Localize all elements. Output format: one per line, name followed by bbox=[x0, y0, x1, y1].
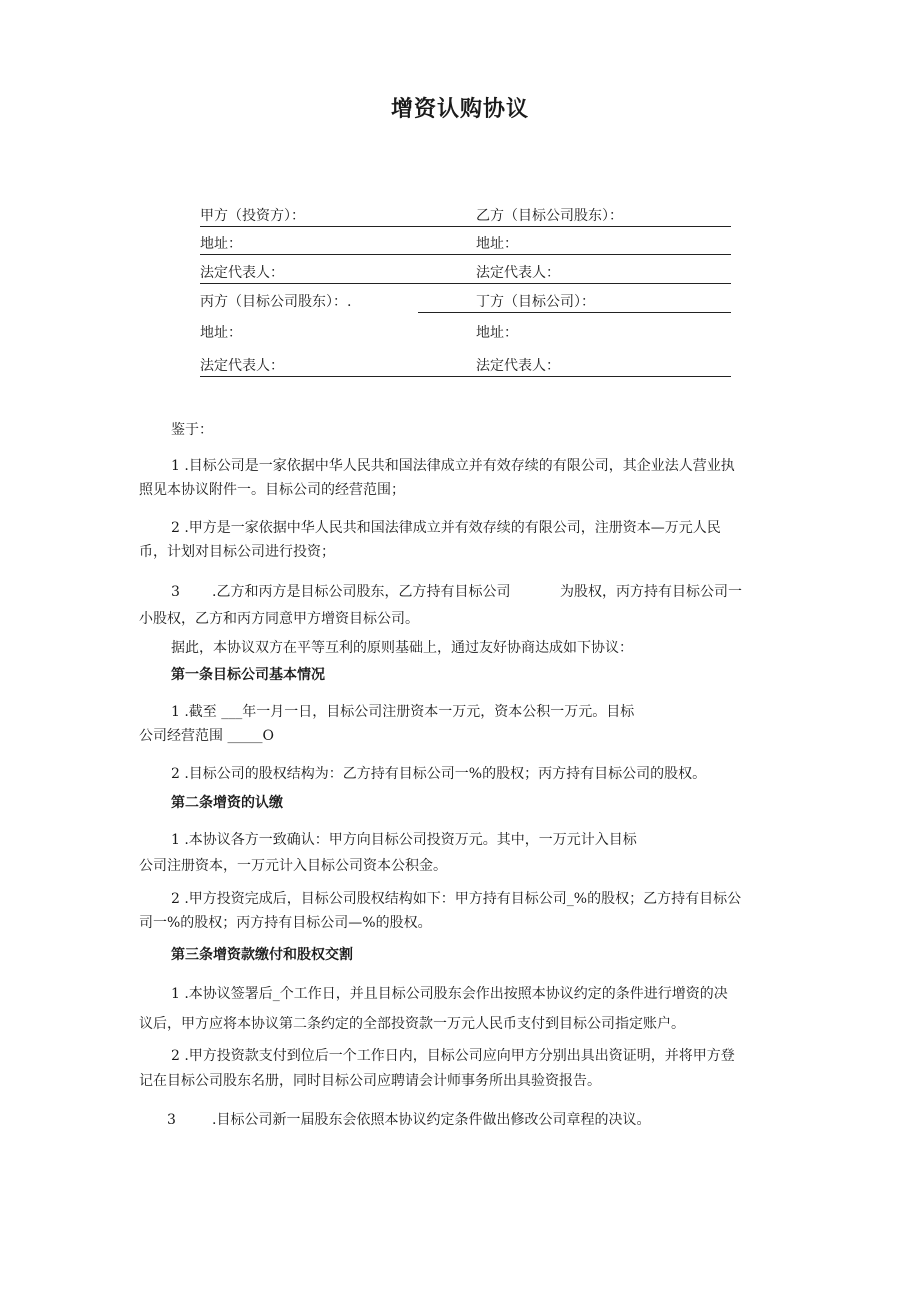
preamble-item-1-line-2: 照见本协议附件一。目标公司的经营范围； bbox=[139, 482, 405, 498]
divider-line bbox=[200, 376, 731, 377]
party-b-legal-rep: 法定代表人： bbox=[476, 265, 560, 281]
divider-line bbox=[200, 226, 731, 227]
article-3-clause-3-number: 3 bbox=[167, 1112, 176, 1128]
party-b-address: 地址： bbox=[476, 236, 518, 252]
article-2-clause-2-line-2: 司一%的股权；丙方持有目标公司—%的股权。 bbox=[139, 915, 432, 931]
article-1-clause-1-line-2: 公司经营范围 _____O bbox=[139, 728, 274, 744]
article-2-clause-1-line-1: 1 .本协议各方一致确认：甲方向目标公司投资万元。其中，一万元计入目标 bbox=[171, 832, 637, 848]
document-title: 增资认购协议 bbox=[390, 97, 529, 122]
article-3-clause-3-text: .目标公司新一届股东会依照本协议约定条件做出修改公司章程的决议。 bbox=[212, 1112, 651, 1128]
article-1-clause-2: 2 .目标公司的股权结构为：乙方持有目标公司一%的股权；丙方持有目标公司的股权。 bbox=[171, 766, 707, 782]
whereas-label: 鉴于： bbox=[171, 422, 213, 438]
preamble-item-3-line-1b: 为股权，丙方持有目标公司一 bbox=[560, 584, 742, 600]
article-3-clause-1-line-2: 议后，甲方应将本协议第二条约定的全部投资款一万元人民币支付到目标公司指定账户。 bbox=[139, 1016, 685, 1032]
divider-line bbox=[200, 254, 731, 255]
article-3-clause-2-line-2: 记在目标公司股东名册，同时目标公司应聘请会计师事务所出具验资报告。 bbox=[139, 1073, 601, 1089]
article-2-clause-2-line-1: 2 .甲方投资完成后，目标公司股权结构如下：甲方持有目标公司_%的股权；乙方持有目标公 bbox=[171, 891, 742, 907]
article-3-heading: 第三条增资款缴付和股权交割 bbox=[171, 947, 353, 963]
accordingly-paragraph: 据此，本协议双方在平等互利的原则基础上，通过友好协商达成如下协议： bbox=[171, 640, 633, 656]
party-d-address: 地址： bbox=[476, 325, 518, 341]
preamble-item-2-line-2: 币，计划对目标公司进行投资； bbox=[139, 544, 335, 560]
party-a-legal-rep: 法定代表人： bbox=[200, 265, 284, 281]
article-2-clause-1-line-2: 公司注册资本，一万元计入目标公司资本公积金。 bbox=[139, 858, 447, 874]
divider-line bbox=[418, 312, 731, 313]
preamble-item-3-line-1a: .乙方和丙方是目标公司股东，乙方持有目标公司 bbox=[212, 584, 511, 600]
party-c-address: 地址： bbox=[200, 325, 242, 341]
party-d-legal-rep: 法定代表人： bbox=[476, 358, 560, 374]
party-c-legal-rep: 法定代表人： bbox=[200, 358, 284, 374]
article-3-clause-2-line-1: 2 .甲方投资款支付到位后一个工作日内，目标公司应向甲方分别出具出资证明，并将甲方登 bbox=[171, 1048, 735, 1064]
party-c-label: 丙方（目标公司股东）：. bbox=[200, 294, 352, 310]
preamble-item-3-line-2: 小股权，乙方和丙方同意甲方增资目标公司。 bbox=[139, 611, 419, 627]
party-b-label: 乙方（目标公司股东）： bbox=[476, 208, 623, 224]
party-a-address: 地址： bbox=[200, 236, 242, 252]
preamble-item-2-line-1: 2 .甲方是一家依据中华人民共和国法律成立并有效存续的有限公司，注册资本—万元人民 bbox=[171, 520, 721, 536]
article-1-heading: 第一条目标公司基本情况 bbox=[171, 667, 325, 683]
divider-line bbox=[200, 283, 731, 284]
preamble-item-1-line-1: 1 .目标公司是一家依据中华人民共和国法律成立并有效存续的有限公司，其企业法人营业执 bbox=[171, 458, 735, 474]
article-3-clause-1-line-1: 1 .本协议签署后_个工作日，并且目标公司股东会作出按照本协议约定的条件进行增资的决 bbox=[171, 986, 728, 1002]
article-1-clause-1-line-1: 1 .截至 ___年一月一日，目标公司注册资本一万元，资本公积一万元。目标 bbox=[171, 704, 635, 720]
article-2-heading: 第二条增资的认缴 bbox=[171, 795, 283, 811]
party-d-label: 丁方（目标公司）： bbox=[476, 294, 595, 310]
preamble-item-3-number: 3 bbox=[171, 584, 180, 600]
party-a-label: 甲方（投资方）： bbox=[200, 208, 305, 224]
